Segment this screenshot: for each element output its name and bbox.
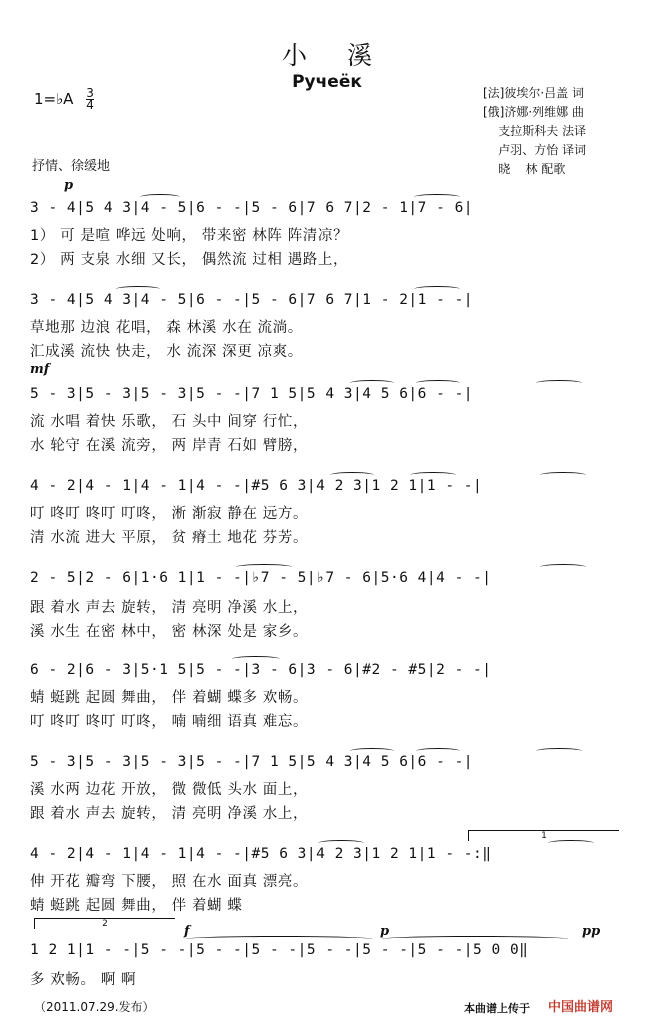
notes-line-9: 1 2 1|1 - -|5 - -|5 - -|5 - -|5 - -|5 - -|5 - -|5 0 0‖ [30, 942, 529, 958]
slur [140, 194, 180, 200]
credit-french-translator: 支拉斯科夫 法译 [483, 124, 587, 138]
lyric-line-7a: 溪 水两 边花 开放， 微 微低 头水 面上， [30, 782, 309, 798]
slur [318, 840, 364, 846]
lyric-line-1a: 1） 可 是喧 哗远 处响， 带来密 林阵 阵清凉？ [30, 228, 349, 244]
credit-arranger: 晓 林 配歌 [483, 162, 566, 176]
slur [414, 194, 460, 200]
lyric-line-7b: 跟 着水 声去 旋转， 清 亮明 净溪 水上， [30, 806, 309, 822]
key-label: 1=♭A [34, 90, 74, 108]
credit-lyric-translator: 卢羽、方怡 译词 [483, 143, 587, 157]
lyric-line-4a: 叮 咚叮 咚叮 叮咚， 淅 渐寂 静在 远方。 [30, 506, 309, 522]
notes-line-3: 5 - 3|5 - 3|5 - 3|5 - -|7 1 5|5 4 3|4 5 6|6 - -| [30, 386, 474, 402]
slur [350, 380, 394, 386]
lyric-line-4b: 清 水流 进大 平原， 贫 瘠土 地花 芬芳。 [30, 530, 309, 546]
dynamic-p: p [64, 178, 74, 193]
notes-line-1: 3 - 4|5 4 3|4 - 5|6 - -|5 - 6|7 6 7|2 - 1|7 - 6| [30, 200, 474, 216]
time-top: 3 [86, 86, 94, 100]
slur [536, 748, 582, 754]
lyric-line-8b: 蜻 蜓跳 起圆 舞曲， 伴 着蝴 蝶 [30, 898, 243, 914]
credit-composer: [俄]济娜·列维娜 曲 [483, 105, 584, 119]
notes-line-7: 5 - 3|5 - 3|5 - 3|5 - -|7 1 5|5 4 3|4 5 6|6 - -| [30, 754, 474, 770]
slur [416, 748, 460, 754]
lyric-line-3b: 水 轮守 在溪 流旁， 两 岸青 石如 臂膀， [30, 438, 309, 454]
dynamic-pp: pp [582, 924, 601, 939]
notes-line-4: 4 - 2|4 - 1|4 - 1|4 - -|#5 6 3|4 2 3|1 2 1|1 - -| [30, 478, 483, 494]
lyric-line-3a: 流 水唱 着快 乐歌， 石 头中 间穿 行忙， [30, 414, 309, 430]
tie [382, 936, 568, 942]
dynamic-p-end: p [380, 924, 390, 939]
lyric-line-2a: 草地那 边浪 花唱， 森 林溪 水在 流淌。 [30, 320, 303, 336]
slur [410, 472, 456, 478]
lyric-line-6a: 蜻 蜓跳 起圆 舞曲， 伴 着蝴 蝶多 欢畅。 [30, 690, 309, 706]
lyric-line-5b: 溪 水生 在密 林中， 密 林深 处是 家乡。 [30, 624, 309, 640]
time-bottom: 4 [86, 98, 94, 112]
lyric-line-5a: 跟 着水 声去 旋转， 清 亮明 净溪 水上， [30, 600, 309, 616]
key-signature [34, 88, 94, 111]
lyric-line-9: 多 欢畅。 啊 啊 [30, 972, 137, 988]
slur [540, 564, 586, 570]
dynamic-f: f [184, 924, 190, 939]
slur [236, 564, 292, 570]
notes-line-2: 3 - 4|5 4 3|4 - 5|6 - -|5 - 6|7 6 7|1 - 2|1 - -| [30, 292, 474, 308]
notes-line-6: 6 - 2|6 - 3|5·1 5|5 - -|3 - 6|3 - 6|#2 - #5|2 - -| [30, 662, 492, 678]
lyric-line-1b: 2） 两 支泉 水细 又长， 偶然流 过相 遇路上， [30, 252, 349, 268]
slur [416, 380, 460, 386]
slur [350, 748, 394, 754]
song-subtitle: Ручеёк [292, 72, 362, 92]
song-title: 小 溪 [282, 41, 388, 70]
volta-second-ending: 2 [34, 918, 175, 929]
tempo-marking: 抒情、徐缓地 [32, 159, 111, 174]
slur [414, 286, 460, 292]
site-logo[interactable]: 中国曲谱网 [548, 1000, 614, 1015]
tie [186, 936, 372, 942]
slur [540, 472, 586, 478]
notes-line-8: 4 - 2|4 - 1|4 - 1|4 - -|#5 6 3|4 2 3|1 2 1|1 - -:‖ [30, 846, 492, 862]
dynamic-mf: mf [30, 362, 50, 377]
upload-note: 本曲谱上传于 [464, 1002, 530, 1015]
lyric-line-8a: 伸 开花 瓣弯 下腰， 照 在水 面真 漂亮。 [30, 874, 309, 890]
slur [548, 840, 594, 846]
slur [116, 286, 160, 292]
volta-first-ending: 1 [468, 830, 619, 841]
credit-lyricist: [法]彼埃尔·吕盖 词 [483, 86, 584, 100]
slur [330, 472, 374, 478]
slur [536, 380, 582, 386]
time-signature [86, 88, 94, 111]
slur [232, 656, 280, 662]
credits [483, 84, 586, 179]
notes-line-5: 2 - 5|2 - 6|1·6 1|1 - -|♭7 - 5|♭7 - 6|5·6 4|4 - -| [30, 570, 492, 586]
lyric-line-6b: 叮 咚叮 咚叮 叮咚， 喃 喃细 语真 难忘。 [30, 714, 309, 730]
lyric-line-2b: 汇成溪 流快 快走， 水 流深 深更 凉爽。 [30, 344, 303, 360]
publish-date: （2011.07.29.发布） [34, 1000, 155, 1014]
